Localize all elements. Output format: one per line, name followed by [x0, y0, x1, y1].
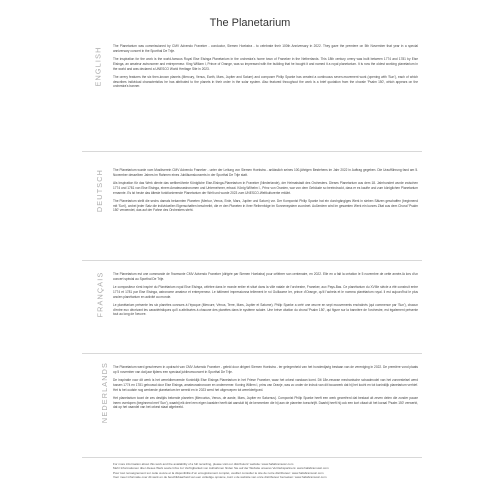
footer-divider — [82, 457, 422, 458]
paragraph: The orrery features the six then-known planets (Mercury, Venus, Earth, Mars, Jupiter and Saturn) and composer Philip Sparke has created a continuous seven-movement work (opening with 'Sun'), each of which describes individual characteristics he has attributed to the planets in their order in the solar system. Also featured throughout the work is a brief quotation from the chorale 'Psalm 150', which appears on the orchestra's banner. — [113, 74, 418, 89]
paragraph: The inspiration for the work is the world-famous Royal Eise Eisinga Planetarium in the orchestra's home town of Franeker in the Netherlands. This 18th century orrery was built between 1774 and 1781 by Eise Eisinga, an amateur astronomer and entrepreneur. King William I, Prince of Orange, was so impressed with the building that he bought it and named it a royal planetarium. It is now the oldest working planetarium in the world and was declared a UNESCO World Heritage Site in 2023. — [113, 56, 418, 71]
footer-line: Pour tout renseignement sur cette œuvre et la disponibilité d'un enregistrement complet, veuillez consulter le site de notre distributeur: www.hafabramusic.com — [113, 470, 324, 475]
paragraph: The Planetarium wurde vom Musikverein CMV Advendo Franeker - unter der Leitung von Siemen Hoekstra - anlässlich seines 100-jährigen Bestehens im Jahr 2022 in Auftrag gegeben. Die Uraufführung fand am 5. November desselben Jahres im Rahmen eines Jubiläumskonzerts in der Sporthal De Trije statt. — [113, 168, 418, 177]
section-francais — [113, 272, 418, 321]
page-title: The Planetarium — [209, 17, 291, 29]
paragraph: The Planetarium was commissioned by CMV Advendo Franeker - conductor, Siemen Hoekstra - to celebrate their 100th Anniversary in 2022. They gave the premiere on 5th November that year in a special anniversary concert in the Sporthal De Trije. — [113, 44, 418, 53]
paragraph: The Planetarium est une commande de l'harmonie CMV Advendo Franeker (dirigée par Siemen Hoekstra) pour célébrer son centenaire, en 2022. Elle en a fait la création le 5 novembre de cette année-là lors d'un concert spécial au Sporthal De Trije. — [113, 272, 418, 281]
section-language-label: NEDERLANDS — [100, 361, 110, 424]
footer-line: Voor meer informatie over dit werk en de beschikbaarheid van een volledige opname, kunt u de website van onze distributeur bezoeken: www.hafabramusic.com — [113, 474, 327, 479]
paragraph: Le planétarium présente les six planètes connues à l'époque (Mercure, Vénus, Terre, Mars, Jupiter et Saturne). Philip Sparke a créé une œuvre en sept mouvements enchaînés (qui commence par 'Sun'), chacun d'entre eux décrivant les caractéristiques qu'il a attribuées à chacune des planètes dans le système solaire. Une brève citation du choral 'Psalm 150', qui figure sur la bannière de l'orchestre, est également présente tout au long de l'œuvre. — [113, 302, 418, 317]
paragraph: Het planetarium toont de zes destijds bekende planeten (Mercurius, Venus, de aarde, Mars, Jupiter en Saturnus). Componist Philip Sparke heeft een werk gecreëerd dat bestaat uit zeven delen die zonder pauze ineen overlopen (beginnend met 'Sun'), waarbij elk deel een eigen karakter heeft dat aansluit bij de kenmerken die hij aan de planeten toeschrijft. Daarbij heeft hij ook een kort citaat uit het koraal 'Psalm 150' verwerkt, dat op het vaandel van het orkest staat afgebeeld. — [113, 395, 418, 410]
footer-line: Mehr Informationen über dieses Werk sowie Infos zur Verfügbarkeit von Aufnahmen finden Sie auf der Website unseres Vertriebspartners: www.hafabramusic.com — [113, 466, 329, 471]
section-deutsch — [113, 168, 418, 217]
section-language-label: DEUTSCH — [95, 168, 105, 213]
paragraph: Als Inspiration für das Werk diente das weltberühmte Königliche Eise-Eisinga-Planetarium in Franeker (Niederlande), der Heimatstadt des Orchesters. Dieses Planetarium aus dem 18. Jahrhundert wurde zwischen 1774 und 1781 von Eise Eisinga, einem Amateurastronomen und Unternehmer, erbaut. König Wilhelm I., Prinz von Oranien, war von dem Gebäude so beeindruckt, dass er es kaufte und zum königlichen Planetarium ernannte. Es ist heute das älteste funktionierende Planetarium der Welt und wurde 2023 zum UNESCO-Weltkulturerbe erklärt. — [113, 180, 418, 195]
section-english — [113, 44, 418, 93]
section-language-label: FRANÇAIS — [95, 271, 105, 318]
paragraph: The Planetarium werd geschreven in opdracht van CMV Advendo Franeker - geleid door dirigent Siemen Hoekstra - ter gelegenheid van het honderdjarig bestaan van de vereniging in 2022. De première vond plaats op 5 november van dat jaar tijdens een speciaal jubileumconcert in Sporthal De Trije. — [113, 365, 418, 374]
paragraph: De inspiratie voor dit werk is het wereldberoemde Koninklijk Eise Eisinga Planetarium in het Friese Franeker, waar het orkest vandaan komt. Dit 18e-eeuwse mechanische schaalmodel van het zonnestelsel werd tussen 1774 en 1781 gebouwd door Eise Eisinga, amateurastronoom en ondernemer. Koning Willem I, prins van Oranje, was zo onder de indruk van dit bouwwerk dat hij het kocht en tot koninklijk planetarium verhief. Het is het oudste nog werkende planetarium ter wereld en in 2023 werd het uitgeroepen tot werelderfgoed. — [113, 377, 418, 392]
footer-line: For more information about this work and the availability of a full recording, please visit our distributors' website: www.hafabramusic.com — [113, 462, 294, 466]
paragraph: The Planetarium stellt die sechs damals bekannten Planeten (Merkur, Venus, Erde, Mars, Jupiter und Saturn) vor. Der Komponist Philip Sparke hat ein durchgängiges Werk in sieben Sätzen geschaffen (beginnend mit 'Sun'), wobei jeder Satz die individuellen Eigenschaften beschreibt, die er den Planeten in ihrer Reihenfolge im Sonnensystem zuordnet. Außerdem wird im gesamten Werk ein kurzes Zitat aus dem Choral 'Psalm 150' verwendet, das auf der Fahne des Orchesters steht. — [113, 198, 418, 213]
section-nederlands — [113, 365, 418, 414]
paragraph: Le compositeur s'est inspiré du Planétarium royal Eise Eisinga, célèbre dans le monde entier et situé dans la ville natale de l'orchestre, Franeker, aux Pays-Bas. Ce planétarium du XVIIIe siècle a été construit entre 1774 et 1781 par Eise Eisinga, astronome amateur et entrepreneur. Le bâtiment impressionna tellement le roi Guillaume Ier, prince d'Orange, qu'il l'acheta et le nomma planétarium royal. Il est aujourd'hui le plus ancien planétarium en activité au monde. — [113, 284, 418, 299]
section-divider — [82, 353, 422, 354]
section-language-label: ENGLISH — [93, 46, 103, 87]
section-divider — [82, 260, 422, 261]
section-divider — [82, 151, 422, 152]
footer — [113, 462, 418, 479]
